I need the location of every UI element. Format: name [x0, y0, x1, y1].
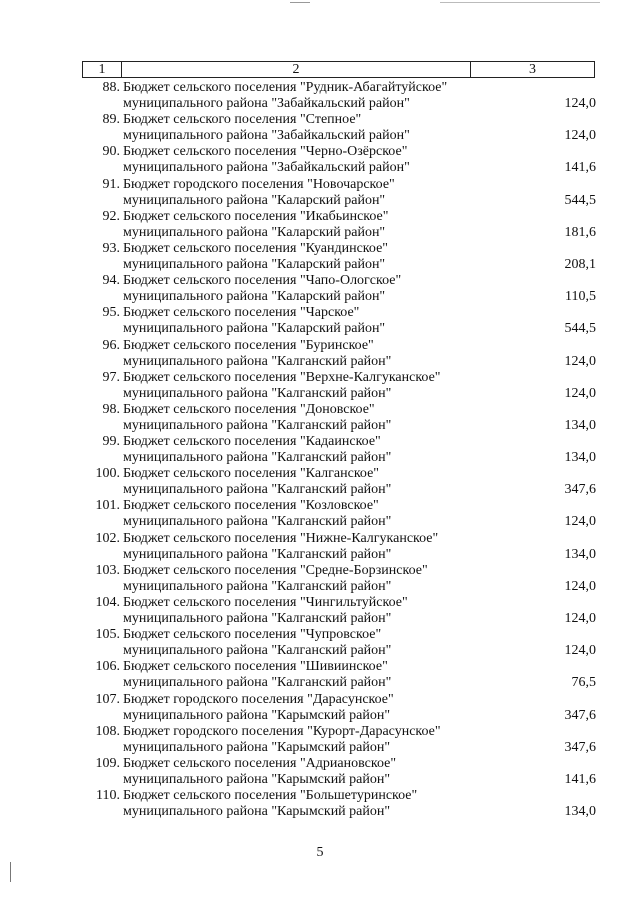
row-number: 101. — [95, 498, 120, 514]
header-col-2: 2 — [122, 62, 471, 77]
row-number: 107. — [95, 691, 120, 707]
row-number: 108. — [95, 723, 120, 739]
row-name-line1: Бюджет городского поселения "Новочарское" — [123, 176, 395, 192]
row-number: 109. — [95, 755, 120, 771]
row-number: 106. — [95, 659, 120, 675]
row-number: 104. — [95, 595, 120, 610]
row-name-line1: Бюджет сельского поселения "Степное" — [123, 112, 362, 128]
row-name-line2: муниципального района "Карымский район" — [123, 804, 391, 820]
row-name-line1: Бюджет сельского поселения "Адриановское" — [123, 755, 397, 771]
row-number: 94. — [102, 273, 120, 289]
table-row — [82, 531, 600, 563]
page-number: 5 — [316, 845, 324, 860]
row-number: 93. — [102, 240, 120, 256]
row-value: 124,0 — [564, 385, 596, 401]
row-value: 134,0 — [564, 804, 596, 820]
row-value: 124,0 — [564, 353, 596, 369]
row-name-line2: муниципального района "Калганский район" — [123, 514, 392, 530]
table-row — [82, 563, 600, 595]
table-row — [82, 595, 600, 627]
row-name-line2: муниципального района "Забайкальский район" — [123, 128, 410, 144]
scan-mark-top-right — [440, 2, 600, 3]
row-name-line2: муниципального района "Калганский район" — [123, 578, 392, 594]
row-value: 124,0 — [564, 643, 596, 659]
table-row — [82, 692, 600, 724]
table-row — [82, 144, 600, 176]
row-number: 89. — [102, 112, 120, 128]
row-name-line1: Бюджет сельского поселения "Чарское" — [123, 305, 360, 321]
table-row — [82, 659, 600, 691]
table-row — [82, 370, 600, 402]
row-number: 103. — [95, 562, 120, 578]
row-name-line2: муниципального района "Каларский район" — [123, 224, 386, 240]
row-name-line2: муниципального района "Калганский район" — [123, 482, 392, 498]
row-name-line2: муниципального района "Калганский район" — [123, 643, 392, 659]
header-col-1: 1 — [83, 62, 122, 77]
scan-mark-left — [10, 862, 11, 882]
table-row — [82, 788, 600, 820]
row-name-line2: муниципального района "Забайкальский район" — [123, 160, 410, 176]
row-name-line2: муниципального района "Забайкальский район" — [123, 96, 410, 111]
row-name-line2: муниципального района "Каларский район" — [123, 192, 386, 208]
row-name-line2: муниципального района "Карымский район" — [123, 739, 391, 755]
row-name-line1: Бюджет сельского поселения "Чупровское" — [123, 627, 382, 643]
row-value: 347,6 — [564, 482, 596, 498]
row-name-line1: Бюджет сельского поселения "Черно-Озёрское" — [123, 144, 408, 160]
row-name-line2: муниципального района "Калганский район" — [123, 417, 392, 433]
row-value: 134,0 — [564, 546, 596, 562]
budget-list — [82, 80, 600, 820]
row-number: 102. — [95, 530, 120, 546]
row-number: 97. — [102, 369, 120, 385]
row-value: 141,6 — [564, 771, 596, 787]
row-name-line1: Бюджет сельского поселения "Рудник-Абагайтуйское" — [123, 80, 448, 95]
table-row — [82, 241, 600, 273]
row-name-line1: Бюджет сельского поселения "Доновское" — [123, 401, 375, 417]
row-name-line1: Бюджет сельского поселения "Большетуринское" — [123, 788, 418, 804]
row-number: 100. — [95, 466, 120, 482]
row-name-line2: муниципального района "Каларский район" — [123, 289, 386, 305]
header-col-3: 3 — [529, 62, 536, 77]
table-row — [82, 434, 600, 466]
row-name-line2: муниципального района "Карымский район" — [123, 707, 391, 723]
row-name-line1: Бюджет сельского поселения "Икабьинское" — [123, 208, 389, 224]
table-row — [82, 112, 600, 144]
row-name-line2: муниципального района "Калганский район" — [123, 611, 392, 626]
row-number: 92. — [102, 208, 120, 224]
table-row — [82, 177, 600, 209]
row-name-line2: муниципального района "Каларский район" — [123, 321, 386, 337]
table-row — [82, 756, 600, 788]
row-number: 90. — [102, 144, 120, 160]
row-value: 124,0 — [564, 611, 596, 626]
row-value: 347,6 — [564, 707, 596, 723]
row-value: 134,0 — [564, 450, 596, 466]
table-row — [82, 724, 600, 756]
row-name-line1: Бюджет сельского поселения "Кадаинское" — [123, 434, 381, 450]
row-value: 124,0 — [564, 96, 596, 111]
row-name-line1: Бюджет городского поселения "Дарасунское" — [123, 691, 394, 707]
row-name-line2: муниципального района "Калганский район" — [123, 675, 392, 691]
row-name-line2: муниципального района "Калганский район" — [123, 546, 392, 562]
row-name-line1: Бюджет сельского поселения "Средне-Борзинское" — [123, 562, 428, 578]
row-name-line2: муниципального района "Калганский район" — [123, 385, 392, 401]
row-value: 124,0 — [564, 578, 596, 594]
row-name-line1: Бюджет сельского поселения "Шивиинское" — [123, 659, 388, 675]
table-header — [82, 61, 595, 78]
row-number: 88. — [102, 80, 120, 95]
row-name-line2: муниципального района "Карымский район" — [123, 771, 391, 787]
row-value: 124,0 — [564, 128, 596, 144]
row-number: 110. — [96, 788, 120, 804]
row-name-line1: Бюджет городского поселения "Курорт-Дарасунское" — [123, 723, 441, 739]
row-value: 347,6 — [564, 739, 596, 755]
row-number: 91. — [102, 176, 120, 192]
table-row — [82, 273, 600, 305]
table-row — [82, 209, 600, 241]
row-name-line2: муниципального района "Калганский район" — [123, 450, 392, 466]
row-number: 95. — [102, 305, 120, 321]
row-value: 544,5 — [564, 192, 596, 208]
row-name-line1: Бюджет сельского поселения "Куандинское" — [123, 240, 388, 256]
row-name-line2: муниципального района "Калганский район" — [123, 353, 392, 369]
table-row — [82, 627, 600, 659]
scan-mark-top — [290, 2, 310, 3]
row-number: 98. — [102, 401, 120, 417]
row-name-line1: Бюджет сельского поселения "Чингильтуйское" — [123, 595, 408, 610]
row-value: 181,6 — [564, 224, 596, 240]
row-name-line1: Бюджет сельского поселения "Буринское" — [123, 337, 374, 353]
row-value: 76,5 — [571, 675, 596, 691]
table-row — [82, 498, 600, 530]
table-row — [82, 338, 600, 370]
row-value: 208,1 — [564, 256, 596, 272]
row-name-line1: Бюджет сельского поселения "Нижне-Калгуканское" — [123, 530, 439, 546]
row-name-line1: Бюджет сельского поселения "Чапо-Ологское" — [123, 273, 402, 289]
row-value: 134,0 — [564, 417, 596, 433]
table-row — [82, 402, 600, 434]
row-value: 124,0 — [564, 514, 596, 530]
row-name-line1: Бюджет сельского поселения "Калганское" — [123, 466, 380, 482]
row-name-line1: Бюджет сельского поселения "Верхне-Калгуканское" — [123, 369, 441, 385]
row-number: 105. — [95, 627, 120, 643]
row-name-line1: Бюджет сельского поселения "Козловское" — [123, 498, 379, 514]
row-value: 141,6 — [564, 160, 596, 176]
row-number: 99. — [102, 434, 120, 450]
row-number: 96. — [102, 337, 120, 353]
row-value: 110,5 — [565, 289, 596, 305]
table-row — [82, 80, 600, 112]
row-name-line2: муниципального района "Каларский район" — [123, 256, 386, 272]
row-value: 544,5 — [564, 321, 596, 337]
table-row — [82, 305, 600, 337]
table-row — [82, 466, 600, 498]
